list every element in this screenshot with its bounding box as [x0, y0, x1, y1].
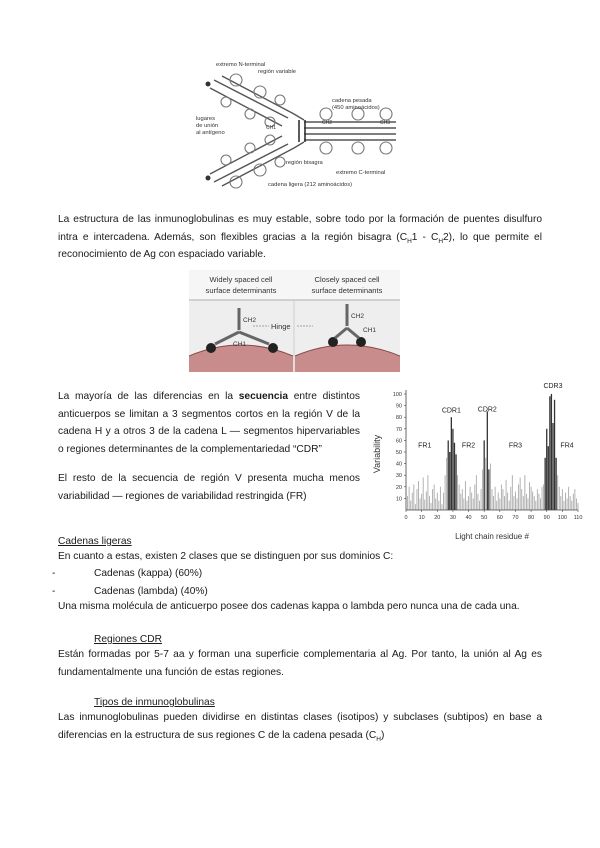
cdr-paragraph: Están formadas por 5-7 aa y forman una superficie complementaria al Ag. Por tanto, la unión al Ag es fundamentalmente una función de estas regiones.	[58, 649, 542, 678]
label-n-terminal: extremo N-terminal	[216, 62, 266, 68]
light-chains-list	[52, 565, 534, 600]
lower-light-chain	[214, 144, 288, 182]
label-ch3: CH3	[380, 120, 391, 126]
light-chains-note: Una misma molécula de anticuerpo posee dos cadenas kappa o lambda pero nunca una de cada una.	[58, 601, 520, 612]
chart-xticks	[404, 510, 582, 521]
label-heavy-chain: cadena pesada	[332, 98, 372, 104]
chart-annotation-fr2: FR2	[461, 442, 476, 450]
label-ch2-right: CH2	[351, 313, 365, 320]
light-chains-intro: En cuanto a estas, existen 2 clases que se distinguen por sus dominios C:	[58, 551, 394, 562]
y-tick-label: 20	[395, 484, 402, 491]
heading-light-chains: Cadenas ligeras	[58, 536, 132, 547]
label-ch1-left: CH1	[233, 341, 247, 348]
chart-yticks	[393, 392, 406, 502]
list-dash: -	[52, 585, 56, 597]
y-tick-label: 100	[392, 392, 402, 398]
label-hinge-region: región bisagra	[286, 160, 323, 166]
binding-site-lower	[206, 176, 211, 181]
chart-annotation-fr1: FR1	[418, 442, 432, 450]
hinge-disulfide-bonds	[299, 120, 305, 142]
chart-annotation-fr3: FR3	[508, 442, 523, 450]
label-heavy-chain-count: (450 aminoácidos)	[332, 105, 380, 111]
panel-right-title-2: surface determinants	[311, 286, 383, 295]
x-tick-label: 70	[512, 515, 519, 521]
para1-text-a: La estructura de las inmunoglobulinas es muy estable, sobre todo por la formación de puentes disulfuro intra e intercadena. Además, son flexibles gracias a la región bisagra (C	[58, 214, 542, 243]
chart-annotation-cdr2: CDR2	[477, 406, 497, 414]
label-ch2: CH2	[322, 120, 333, 126]
paragraph-framework-regions	[58, 470, 360, 505]
para2-text-b: entre distintos anticuerpos se limitan a 3 segmentos cortos en la región V de la cadena H y a otros 3 de la cadena L — segmentos hipervariables o regiones determinantes de la complementariedad “CDR”	[58, 391, 360, 455]
para3-text: El resto de la secuencia de región V presenta mucha menos variabilidad — regiones de variabilidad restringida (FR)	[58, 473, 360, 502]
panel-left-title-2: surface determinants	[205, 286, 277, 295]
y-tick-label: 40	[395, 461, 402, 468]
label-ch1-right: CH1	[363, 327, 377, 334]
x-tick-label: 110	[573, 515, 583, 521]
label-binding-sites-3: al antígeno	[196, 130, 225, 136]
chart-annotation-cdr3: CDR3	[543, 383, 563, 391]
chart-annotation-cdr1: CDR1	[441, 407, 461, 415]
x-tick-label: 90	[543, 515, 550, 521]
y-tick-label: 30	[395, 473, 402, 480]
para2-bold: secuencia	[238, 391, 289, 402]
light-chain-item-text: Cadenas (lambda) (40%)	[94, 585, 208, 597]
paragraph-sequence-differences	[58, 388, 360, 458]
para1-sub1: H	[407, 237, 412, 245]
determinant-left-2	[268, 343, 278, 353]
para1-text-c: 2), lo que permite el reconocimiento de Ag con espaciado variable.	[58, 231, 542, 260]
panel-right-title-1: Closely spaced cell	[314, 275, 380, 284]
chart-ylabel: Variability	[372, 434, 382, 474]
light-chains-items	[52, 565, 534, 600]
types-sub: H	[376, 735, 381, 743]
para1-sub2: H	[438, 237, 444, 245]
label-light-chain: cadena ligera (212 aminoácidos)	[268, 182, 353, 188]
chart-annotation-fr4: FR4	[560, 442, 574, 450]
hinge-flexibility-figure	[189, 270, 400, 372]
upper-light-chain	[214, 80, 288, 118]
determinant-left-1	[206, 343, 216, 353]
label-binding-sites-2: de unión	[196, 123, 219, 129]
y-tick-label: 10	[395, 496, 402, 503]
list-dash: -	[52, 568, 56, 579]
ig-types-paragraph	[58, 709, 542, 744]
para1-text-b: 1 - C	[411, 231, 439, 243]
x-tick-label: 60	[496, 515, 503, 521]
label-variable-region: región variable	[258, 69, 297, 75]
heading-ig-types: Tipos de inmunoglobulinas	[94, 697, 215, 708]
types-text-a: Las inmunoglobulinas pueden dividirse en distintas clases (isotipos) y subclases (subtipos) en base a diferencias en la estructura de sus regiones C de la cadena pesada (C	[58, 712, 542, 741]
y-tick-label: 70	[395, 426, 402, 433]
light-chain-item-text: Cadenas (kappa) (60%)	[94, 568, 203, 579]
label-c-terminal: extremo C-terminal	[336, 170, 386, 176]
panel-left-title-1: Widely spaced cell	[209, 275, 273, 284]
paragraph-stability	[58, 211, 542, 264]
heading-cdr-regions: Regiones CDR	[94, 634, 162, 645]
y-tick-label: 50	[395, 450, 402, 456]
x-tick-label: 100	[557, 515, 567, 521]
chart-xlabel: Light chain residue #	[455, 532, 529, 541]
x-tick-label: 50	[481, 515, 488, 521]
types-text-b: )	[380, 729, 385, 741]
x-tick-label: 20	[434, 515, 441, 521]
upper-heavy-arm	[222, 76, 304, 120]
x-tick-label: 0	[404, 515, 408, 521]
x-tick-label: 30	[449, 515, 456, 521]
label-ch2-left: CH2	[243, 317, 257, 324]
hinge-label: Hinge	[271, 322, 291, 331]
x-tick-label: 80	[528, 515, 535, 521]
x-tick-label: 10	[418, 515, 425, 521]
y-tick-label: 60	[395, 438, 402, 445]
variability-chart	[366, 382, 586, 542]
label-ch1: CH1	[266, 125, 277, 131]
y-tick-label: 80	[395, 415, 402, 422]
label-binding-sites-1: lugares	[196, 116, 216, 122]
antibody-structure-figure	[196, 58, 412, 204]
para2-text-a: La mayoría de las diferencias en la	[58, 391, 239, 402]
binding-site-upper	[206, 82, 211, 87]
x-tick-label: 40	[465, 515, 472, 521]
y-tick-label: 90	[395, 403, 402, 410]
light-chain-item	[52, 565, 534, 583]
